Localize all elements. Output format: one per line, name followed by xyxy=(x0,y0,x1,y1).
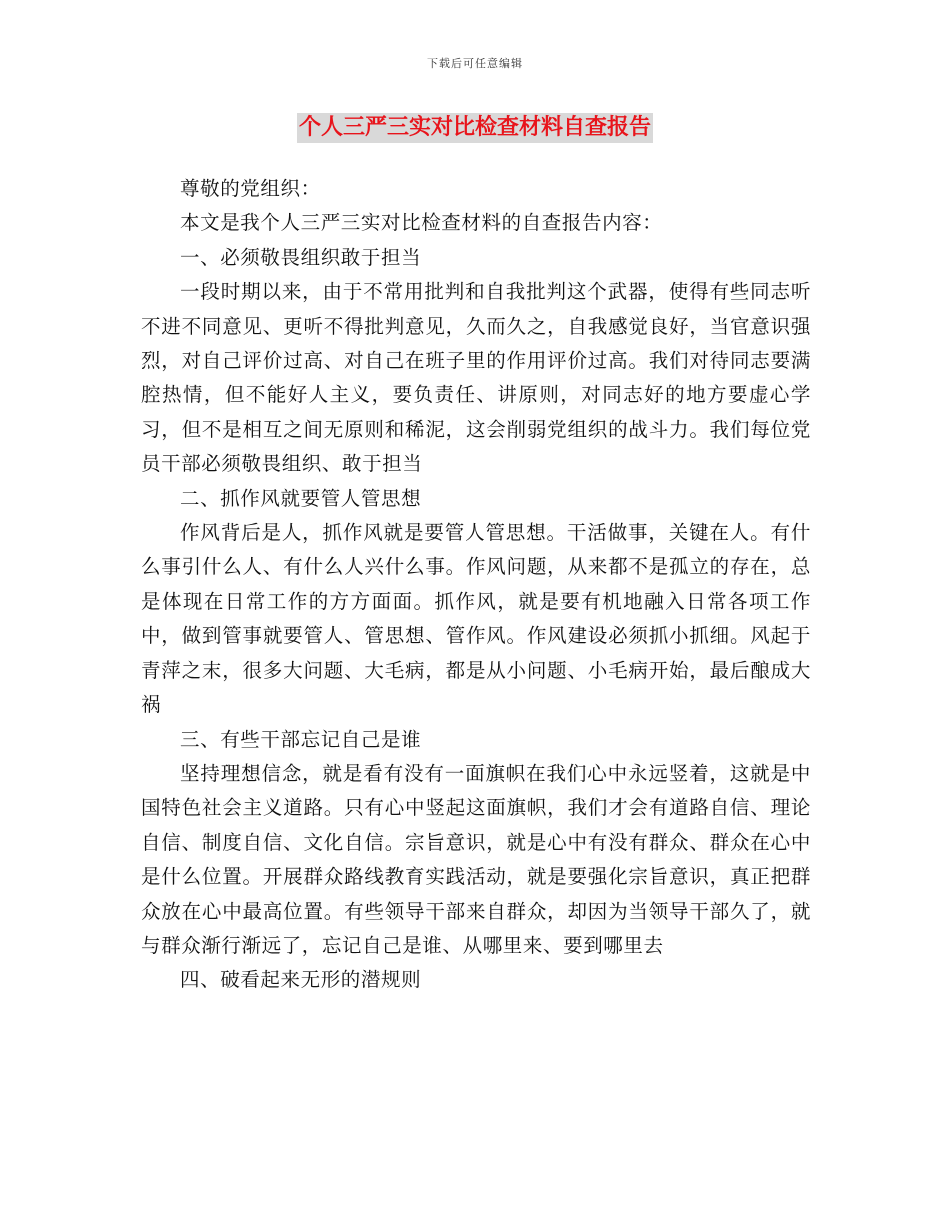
section-heading-2: 二、抓作风就要管人管思想 xyxy=(180,486,422,510)
section-paragraph-1: 一段时期以来，由于不常用批判和自我批判这个武器，使得有些同志听不进不同意见、更听不得批判意见，久而久之，自我感觉良好，当官意识强烈，对自己评价过高、对自己在班子里的作用评价过高。我们对待同志要满腔热情，但不能好人主义，要负责任、讲原则，对同志好的地方要虚心学习，但不是相互之间无原则和稀泥，这会削弱党组织的战斗力。我们每位党员干部必须敬畏组织、敢于担当 xyxy=(141,280,811,476)
section-heading-4: 四、破看起来无形的潜规则 xyxy=(180,968,422,992)
document-title: 个人三严三实对比检查材料自查报告 xyxy=(297,113,653,143)
header-note: 下载后可任意编辑 xyxy=(427,57,523,70)
salutation: 尊敬的党组织： xyxy=(180,177,321,200)
section-heading-1: 一、必须敬畏组织敢于担当 xyxy=(180,245,422,269)
title-wrap xyxy=(0,113,950,143)
section-paragraph-3: 坚持理想信念，就是看有没有一面旗帜在我们心中永远竖着，这就是中国特色社会主义道路。只有心中竖起这面旗帜，我们才会有道路自信、理论自信、制度自信、文化自信。宗旨意识，就是心中有没有群众、群众在心中是什么位置。开展群众路线教育实践活动，就是要强化宗旨意识，真正把群众放在心中最高位置。有些领导干部来自群众，却因为当领导干部久了，就与群众渐行渐远了，忘记自己是谁、从哪里来、要到哪里去 xyxy=(141,761,811,957)
intro-paragraph: 本文是我个人三严三实对比检查材料的自查报告内容： xyxy=(180,211,663,235)
section-heading-3: 三、有些干部忘记自己是谁 xyxy=(180,727,422,751)
section-paragraph-2: 作风背后是人，抓作风就是要管人管思想。干活做事，关键在人。有什么事引什么人、有什么人兴什么事。作风问题，从来都不是孤立的存在，总是体现在日常工作的方方面面。抓作风，就是要有机地融入日常各项工作中，做到管事就要管人、管思想、管作风。作风建设必须抓小抓细。风起于青萍之末，很多大问题、大毛病，都是从小问题、小毛病开始，最后酿成大祸 xyxy=(141,521,811,717)
document-body xyxy=(141,172,811,998)
